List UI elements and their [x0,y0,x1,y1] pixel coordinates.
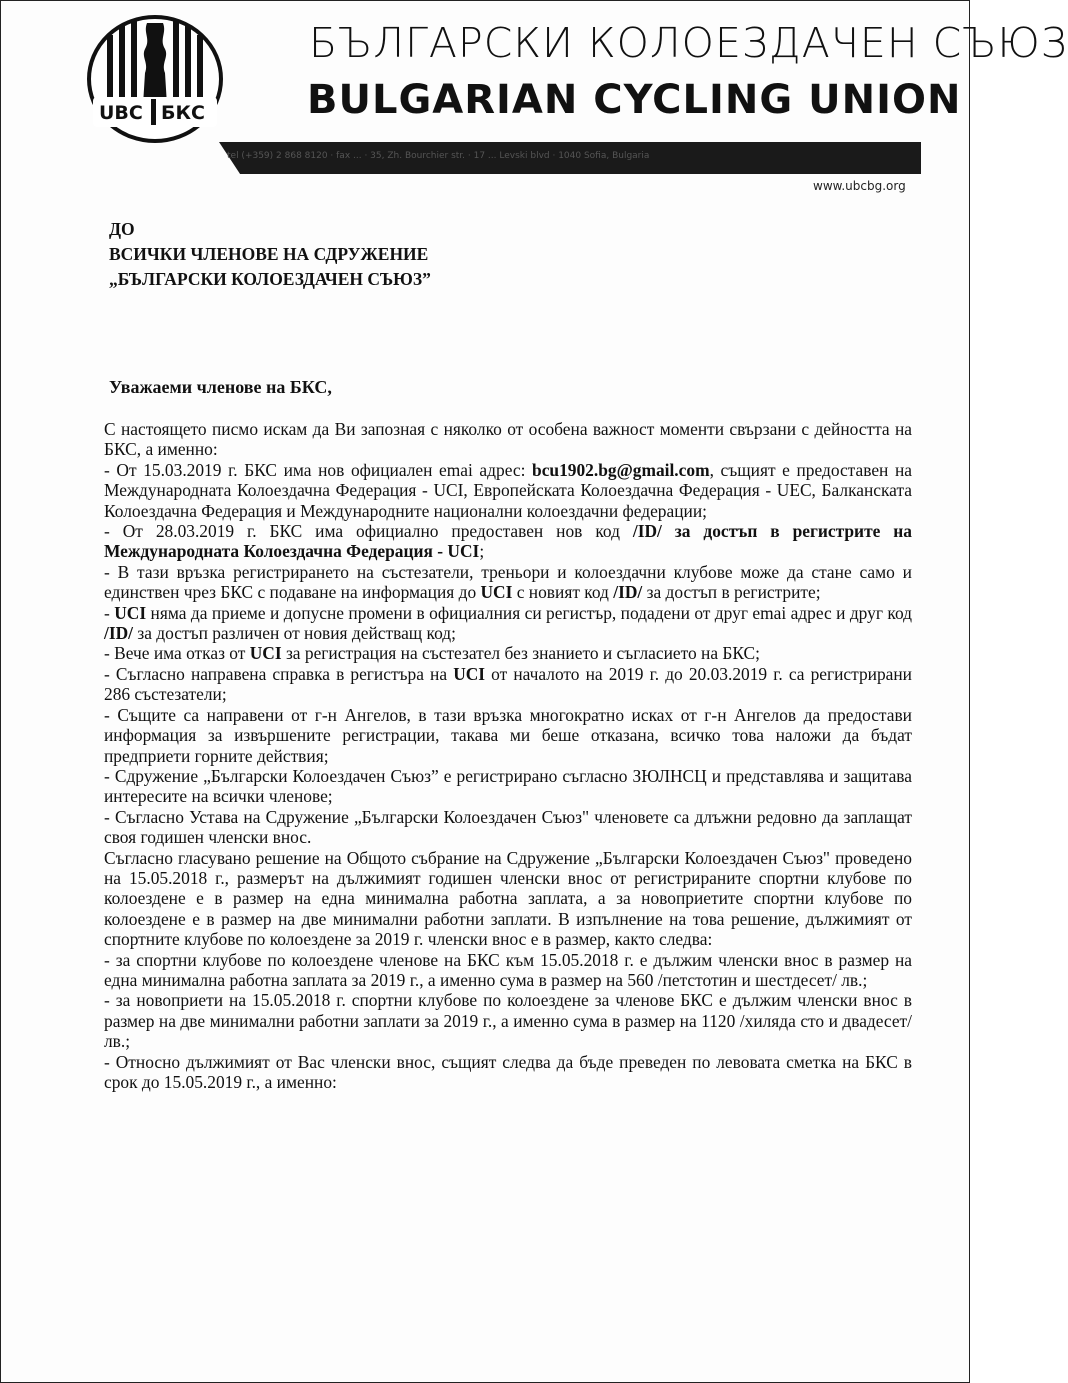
text-run: - От 15.03.2019 г. БКС има нов официален emai адрес: [104,459,533,480]
addressee-line-2: ВСИЧКИ ЧЛЕНОВЕ НА СДРУЖЕНИЕ [109,244,429,264]
paragraph: - Сдружение „Български Колоездачен Съюз” е регистрирано съгласно ЗЮЛНСЦ и представлява и защитава интересите на всички членове; [104,765,912,807]
paragraph [104,521,912,562]
bold-run: UCI [249,643,282,664]
paragraph [104,603,912,644]
text-run: от началото на 2019 г. до 20.03.2019 г. са регистрирани 286 състезатели; [104,663,912,705]
bold-run: UCI [480,582,513,603]
text-run: за достъп различен от новия действащ код; [133,623,456,644]
paragraph: - Същите са направени от г-н Ангелов, в тази връзка многократно исках от г-н Ангелов да предостави информация за извършените регистрации, такава ми беше отказана, всичко това наложи да бъдат предприети горните действия; [104,704,912,766]
paragraph: - за новоприети на 15.05.2018 г. спортни клубове по колоездене за членове БКС е дължим членски внос в размер на две минимални работни заплати за 2019 г., а именно сума в размер на 1120 /хиляда сто и двадесет/ лв.; [104,990,912,1052]
bold-run: /ID/ за достъп в регистрите на Международната Колоездачна Федерация - UCI [104,521,912,562]
paragraph: С настоящето писмо искам да Ви запозная с няколко от особена важност моменти свързани с дейността на БКС, а именно: [104,419,912,460]
text-run: няма да приеме и допусне промени в официалния си регистър, подадени от друг emai адрес и друг код [146,602,912,623]
paragraph: - Относно дължимият от Вас членски внос, същият следва да бъде преведен по левовата сметка на БКС в срок до 15.05.2019 г., а именно: [104,1051,912,1092]
text-run: за регистрация на състезател без знанието и съгласието на БКС; [281,643,760,664]
text-run: - [104,602,115,623]
logo-text-right: БКС [161,102,205,124]
paragraph [104,643,912,663]
paragraph: - Съгласно Устава на Сдружение „Български Колоездачен Съюз" членовете са длъжни редовно да заплащат своя годишен членски внос. [104,806,912,848]
bold-run: /ID/ [104,623,133,644]
text-run: - Вече има отказ от [104,643,250,664]
official-email: bcu1902.bg@gmail.com [532,459,710,480]
paragraph [104,460,912,521]
text-run: - В тази връзка регистрирането на състезатели, треньори и колоездачни клубове може да стане само и единствен чрез БКС с подаване на информация до [104,561,912,603]
letter-body [104,419,912,1092]
contact-line: tel (+359) 2 868 8120 · fax ... · 35, Zh. Bourchier str. · 17 ... Levski blvd · 1040 Sofia, Bulgaria [227,151,650,161]
logo-text-left: UBC [99,102,143,124]
paragraph [104,664,912,705]
paragraph [104,562,912,603]
text-run: , същият е предоставен на Международната Колоездачна Федерация - UCI, Европейската Колоездачна Федерация - UEC, Балканската Колоездачна Федерация и Международните национални колоездачни федерации; [104,459,912,521]
org-title-english: BULGARIAN CYCLING UNION [307,77,962,123]
text-run: - Съгласно направена справка в регистъра на [104,663,454,684]
bold-run: UCI [453,663,486,684]
paragraph: - за спортни клубове по колоездене членове на БКС към 15.05.2018 г. е дължим членски внос в размер на една минимална работна заплата за 2019 г., а именно сума в размер на 560 /петстотин и шестдесет/ лв.; [104,949,912,990]
bold-run: /ID/ [613,582,643,603]
addressee-line-1: ДО [109,219,135,239]
bold-run: UCI [114,602,147,623]
text-run: - От 28.03.2019 г. БКС има официално предоставен нов код [104,521,633,542]
text-run: ; [479,541,485,562]
bcu-logo [85,13,225,145]
paragraph: Съгласно гласувано решение на Общото събрание на Сдружение „Български Колоездачен Съюз" проведено на 15.05.2018 г., размерът на дължимият годишен членски внос от регистрираните спортни клубове по колоездене е в размер на една минимална работна заплата, а за новоприетите спортни клубове по колоездене е в размер на две минимални работни заплати. В изпълнение на това решение, дължимият от спортните клубове по колоездене за 2019 г. членски внос е в размер, както следва: [104,847,912,950]
salutation: Уважаеми членове на БКС, [109,377,332,397]
text-run: за достъп в регистрите; [642,582,821,603]
addressee-block [109,217,431,292]
website-url: www.ubcbg.org [813,179,906,193]
addressee-line-3: „БЪЛГАРСКИ КОЛОЕЗДАЧЕН СЪЮЗ” [109,269,431,289]
text-run: с новият код [512,582,614,603]
org-title-bulgarian: БЪЛГАРСКИ КОЛОЕЗДАЧЕН СЪЮЗ [309,19,1068,67]
